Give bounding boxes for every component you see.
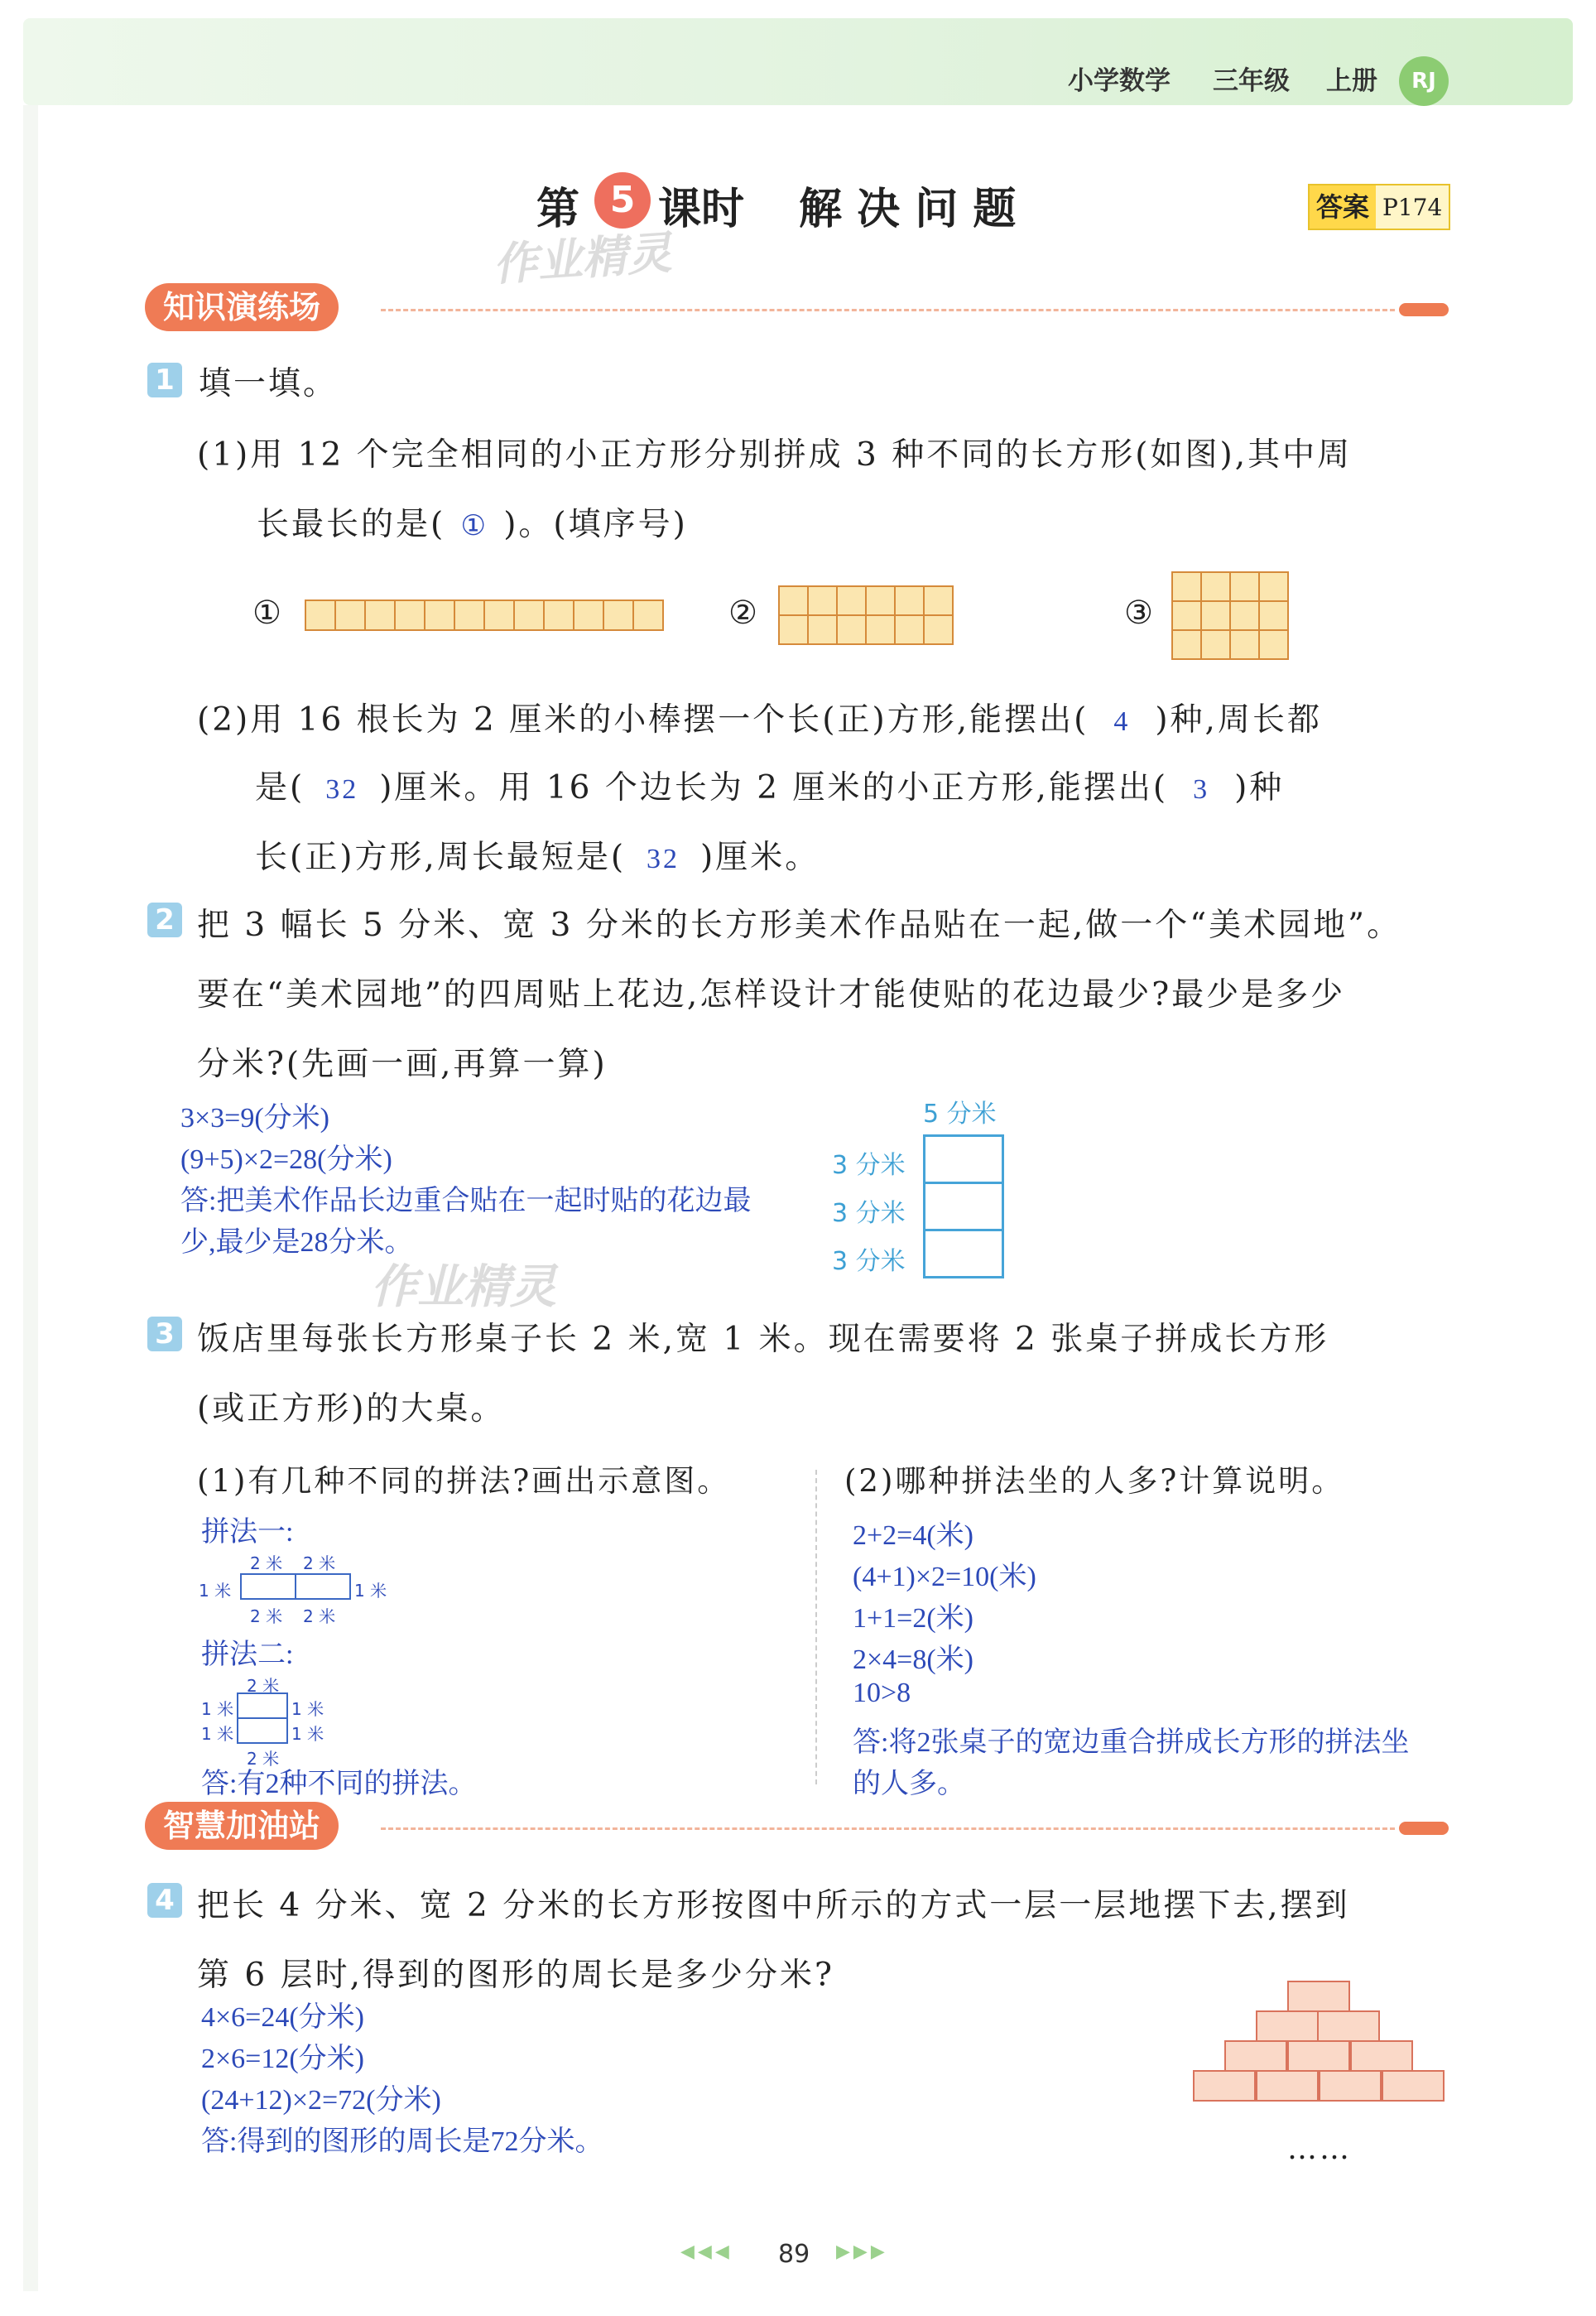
table-dim-label: 2 米	[303, 1606, 336, 1626]
brick	[1287, 1981, 1350, 2012]
prev-arrows-icon: ◀◀◀	[680, 2241, 733, 2262]
q1-part1-line2	[257, 498, 688, 545]
unit-square	[807, 585, 838, 616]
text: )厘米。	[700, 839, 820, 876]
brick	[1256, 2070, 1319, 2102]
q2-work-line: 3×3=9(分米)	[180, 1103, 329, 1134]
unit-square	[836, 614, 867, 645]
unit-square	[513, 599, 545, 631]
q4-work-line: 答:得到的图形的周长是72分米。	[201, 2126, 603, 2157]
section-divider	[381, 1827, 1395, 1830]
left-margin-band	[23, 105, 38, 2291]
q4-work-line: 4×6=24(分米)	[201, 2002, 364, 2033]
table-dim-label: 2 米	[250, 1606, 283, 1626]
lesson-suffix: 课时	[658, 185, 745, 234]
answer-label: 答案	[1310, 185, 1376, 229]
q1-answer: ①	[460, 511, 488, 542]
q1-part2-line1	[197, 694, 1322, 740]
brick	[1193, 2070, 1256, 2102]
table-rect	[237, 1692, 288, 1719]
header-grade: 三年级	[1213, 66, 1290, 96]
table-dim-label: 1 米	[291, 1724, 324, 1744]
art-width-label: 5 分米	[923, 1100, 997, 1129]
question-number: 1	[147, 363, 182, 397]
unit-square	[1171, 571, 1202, 602]
unit-square	[1258, 600, 1289, 631]
text: )。(填序号)	[503, 506, 688, 543]
unit-square	[1258, 571, 1289, 602]
text: )种,周长都	[1155, 701, 1322, 739]
figure-label: ③	[1124, 595, 1156, 632]
unit-square	[603, 599, 634, 631]
brick	[1319, 2070, 1382, 2102]
unit-square	[394, 599, 425, 631]
unit-square	[894, 614, 925, 645]
lesson-prefix: 第	[536, 185, 580, 234]
table-dim-label: 2 米	[247, 1749, 280, 1769]
pencil-icon	[1399, 1822, 1449, 1835]
table-dim-label: 1 米	[354, 1581, 387, 1601]
unit-square	[1200, 600, 1231, 631]
table-dim-label: 2 米	[247, 1676, 280, 1696]
art-panel	[923, 1182, 1004, 1231]
art-height-label: 3 分米	[832, 1199, 906, 1228]
unit-square	[1171, 629, 1202, 660]
unit-square	[865, 614, 896, 645]
table-dim-label: 1 米	[201, 1724, 234, 1744]
unit-square	[1200, 629, 1231, 660]
table-dim-label: 2 米	[303, 1553, 336, 1573]
unit-square	[573, 599, 604, 631]
question-number: 3	[147, 1317, 182, 1351]
text: 长(正)方形,周长最短是(	[255, 839, 627, 876]
rectangle-figure-1x12	[305, 599, 662, 629]
unit-square	[1229, 629, 1260, 660]
q3-line2: (或正方形)的大桌。	[197, 1390, 506, 1428]
q2-line3: 分米?(先画一画,再算一算)	[197, 1046, 608, 1083]
brick	[1350, 2040, 1413, 2072]
q2-work-line: (9+5)×2=28(分米)	[180, 1144, 392, 1175]
q4-work-line: (24+12)×2=72(分米)	[201, 2085, 441, 2116]
unit-square	[1229, 571, 1260, 602]
unit-square	[305, 599, 336, 631]
pencil-icon	[1399, 303, 1449, 316]
unit-square	[364, 599, 396, 631]
brick	[1224, 2040, 1287, 2072]
q3-answer1: 答:有2种不同的拼法。	[201, 1769, 477, 1799]
q3-sub1: (1)有几种不同的拼法?画出示意图。	[197, 1463, 731, 1499]
q1-part2-line3	[255, 831, 820, 878]
answer-reference	[1308, 184, 1450, 230]
unit-square	[807, 614, 838, 645]
question-number: 2	[147, 903, 182, 937]
section-divider	[381, 309, 1395, 311]
unit-square	[894, 585, 925, 616]
column-divider	[815, 1470, 817, 1784]
watermark: 作业精灵	[371, 1260, 556, 1314]
table-rect	[237, 1717, 288, 1744]
section-practice: 知识演练场	[145, 283, 339, 331]
table-dim-label: 1 米	[291, 1699, 324, 1719]
question-number: 4	[147, 1883, 182, 1918]
q4-line1: 把长 4 分米、宽 2 分米的长方形按图中所示的方式一层一层地摆下去,摆到	[197, 1887, 1350, 1924]
q4-work-line: 2×6=12(分米)	[201, 2044, 364, 2074]
unit-square	[865, 585, 896, 616]
q1-part1-line1: (1)用 12 个完全相同的小正方形分别拼成 3 种不同的长方形(如图),其中周	[197, 436, 1353, 474]
q3-work-line: 10>8	[853, 1678, 911, 1708]
method1-label: 拼法一:	[201, 1517, 294, 1548]
answer-blank: 3	[1193, 774, 1210, 805]
unit-square	[923, 585, 954, 616]
table-dim-label: 1 米	[201, 1699, 234, 1719]
header-volume: 上册	[1326, 66, 1377, 96]
unit-square	[1171, 600, 1202, 631]
q3-work-line: 1+1=2(米)	[853, 1603, 973, 1634]
q1-part2-line2	[255, 762, 1284, 808]
figure-label: ②	[728, 595, 760, 632]
unit-square	[543, 599, 574, 631]
unit-square	[923, 614, 954, 645]
rectangle-figure-2x6	[778, 585, 952, 643]
table-dim-label: 1 米	[199, 1581, 232, 1601]
q3-work-line: 2+2=4(米)	[853, 1520, 973, 1551]
art-panel	[923, 1134, 1004, 1184]
unit-square	[1258, 629, 1289, 660]
unit-square	[1200, 571, 1231, 602]
unit-square	[1229, 600, 1260, 631]
table-rect	[295, 1573, 351, 1600]
text: )厘米。用 16 个边长为 2 厘米的小正方形,能摆出(	[379, 769, 1169, 807]
unit-square	[483, 599, 515, 631]
q2-work-line: 答:把美术作品长边重合贴在一起时贴的花边最	[180, 1186, 752, 1216]
answer-blank: 32	[647, 844, 680, 874]
q2-line1: 把 3 幅长 5 分米、宽 3 分米的长方形美术作品贴在一起,做一个“美术园地”。	[197, 907, 1402, 944]
section-challenge: 智慧加油站	[145, 1802, 339, 1850]
brick	[1256, 2010, 1319, 2042]
art-panel	[923, 1229, 1004, 1278]
table-rect	[240, 1573, 296, 1600]
art-height-label: 3 分米	[832, 1151, 906, 1180]
q3-work-line: 答:将2张桌子的宽边重合拼成长方形的拼法坐	[853, 1727, 1410, 1758]
q3-line1: 饭店里每张长方形桌子长 2 米,宽 1 米。现在需要将 2 张桌子拼成长方形	[197, 1321, 1329, 1358]
q2-work-line: 少,最少是28分米。	[180, 1227, 413, 1258]
q2-line2: 要在“美术园地”的四周贴上花边,怎样设计才能使贴的花边最少?最少是多少	[197, 976, 1346, 1014]
text: )种	[1234, 769, 1285, 807]
answer-blank: 32	[325, 774, 359, 805]
page-number: 89	[778, 2240, 810, 2269]
brick	[1287, 2040, 1350, 2072]
lesson-number-badge: 5	[594, 172, 651, 229]
q4-line2: 第 6 层时,得到的图形的周长是多少分米?	[197, 1957, 834, 1994]
brick	[1382, 2070, 1445, 2102]
q3-work-line: 的人多。	[853, 1769, 965, 1799]
text: 是(	[255, 769, 305, 807]
text: (2)用 16 根长为 2 厘米的小棒摆一个长(正)方形,能摆出(	[197, 701, 1089, 739]
header-subject: 小学数学	[1068, 66, 1171, 96]
ellipsis: ……	[1287, 2132, 1352, 2166]
method2-label: 拼法二:	[201, 1639, 294, 1670]
unit-square	[454, 599, 485, 631]
lesson-title: 解 决 问 题	[799, 185, 1017, 234]
brick	[1317, 2010, 1380, 2042]
q1-title: 填一填。	[199, 365, 339, 402]
figure-label: ①	[252, 595, 284, 632]
art-height-label: 3 分米	[832, 1247, 906, 1276]
q3-sub2: (2)哪种拼法坐的人多?计算说明。	[844, 1463, 1345, 1499]
text: 长最长的是(	[257, 506, 446, 543]
edition-badge: RJ	[1399, 56, 1449, 106]
q3-work-line: (4+1)×2=10(米)	[853, 1562, 1036, 1592]
next-arrows-icon: ▶▶▶	[836, 2241, 888, 2262]
rectangle-figure-3x4	[1171, 571, 1287, 658]
unit-square	[424, 599, 455, 631]
table-dim-label: 2 米	[250, 1553, 283, 1573]
unit-square	[632, 599, 664, 631]
unit-square	[334, 599, 366, 631]
q3-work-line: 2×4=8(米)	[853, 1644, 973, 1675]
unit-square	[836, 585, 867, 616]
watermark: 作业精灵	[491, 226, 674, 291]
answer-page: P174	[1382, 193, 1443, 221]
answer-blank: 4	[1113, 706, 1131, 737]
unit-square	[778, 614, 809, 645]
unit-square	[778, 585, 809, 616]
